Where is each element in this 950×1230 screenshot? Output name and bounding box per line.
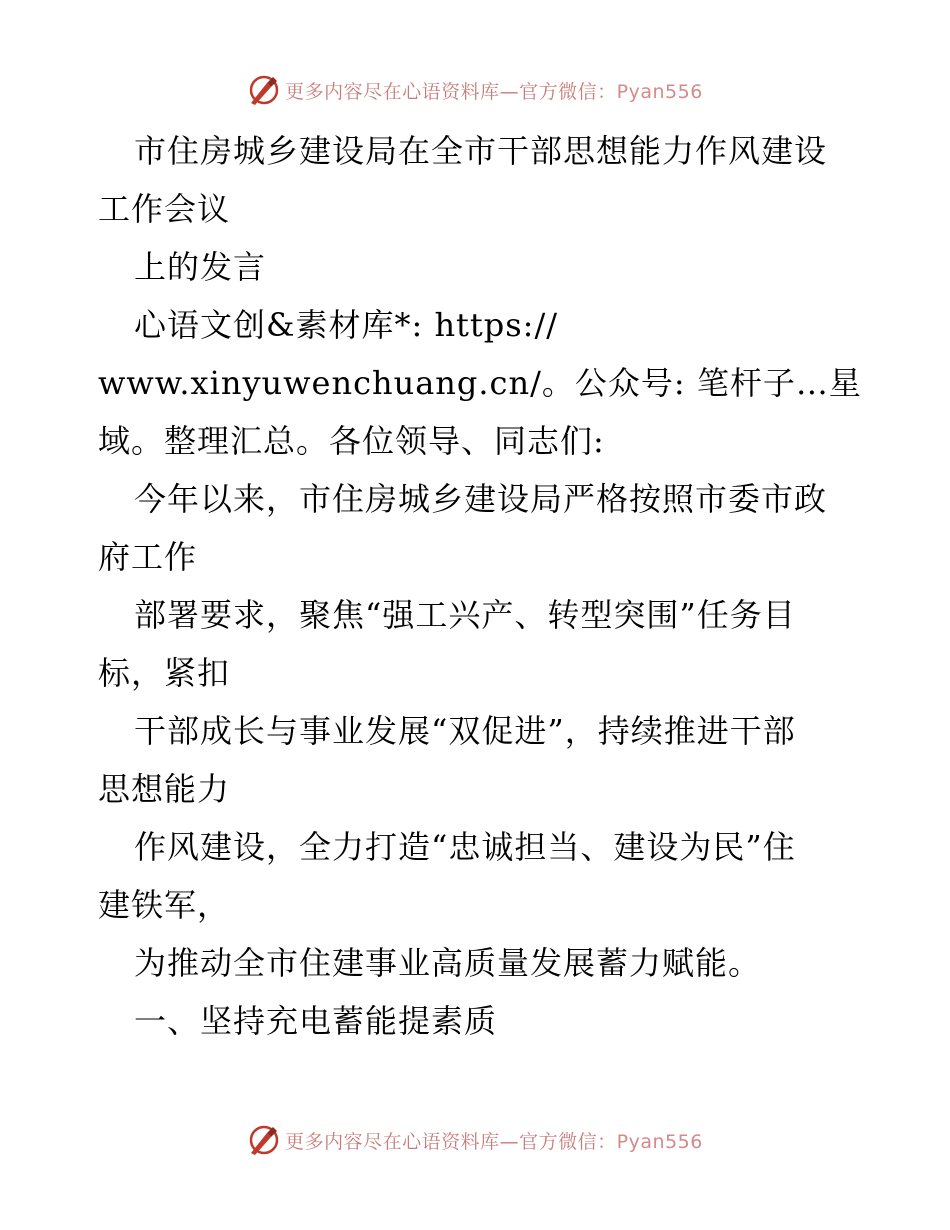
body-line: 作风建设，全力打造“忠诚担当、建设为民”住 [134, 828, 796, 866]
body-line: 府工作 [98, 538, 198, 576]
body-line: 标，紧扣 [98, 654, 231, 692]
body-line: 部署要求，聚焦“强工兴产、转型突围”任务目 [134, 596, 796, 634]
pen-logo-icon [247, 73, 281, 107]
body-line: 今年以来，市住房城乡建设局严格按照市委市政 [134, 480, 828, 518]
watermark-text: 更多内容尽在心语资料库—官方微信：Pyan556 [285, 80, 703, 103]
header-watermark [0, 70, 950, 110]
body-line: 市住房城乡建设局在全市干部思想能力作风建设 [134, 132, 828, 170]
body-line: 干部成长与事业发展“双促进”，持续推进干部 [134, 712, 796, 750]
body-line: 心语文创&素材库*: https:// [134, 306, 559, 344]
body-line: 为推动全市住建事业高质量发展蓄力赋能。 [134, 944, 762, 982]
body-line: 思想能力 [98, 770, 231, 808]
section-heading: 一、坚持充电蓄能提素质 [134, 1002, 498, 1040]
body-line: 域。整理汇总。各位领导、同志们: [98, 422, 605, 460]
pen-logo-icon [247, 1123, 281, 1157]
body-line: www.xinyuwenchuang.cn/。公众号: 笔杆子…星 [98, 364, 862, 402]
footer-watermark [0, 1120, 950, 1160]
body-line: 上的发言 [134, 248, 267, 286]
document-body [98, 122, 862, 1050]
watermark-text: 更多内容尽在心语资料库—官方微信：Pyan556 [285, 1130, 703, 1153]
body-line: 工作会议 [98, 190, 231, 228]
body-line: 建铁军， [98, 886, 231, 924]
